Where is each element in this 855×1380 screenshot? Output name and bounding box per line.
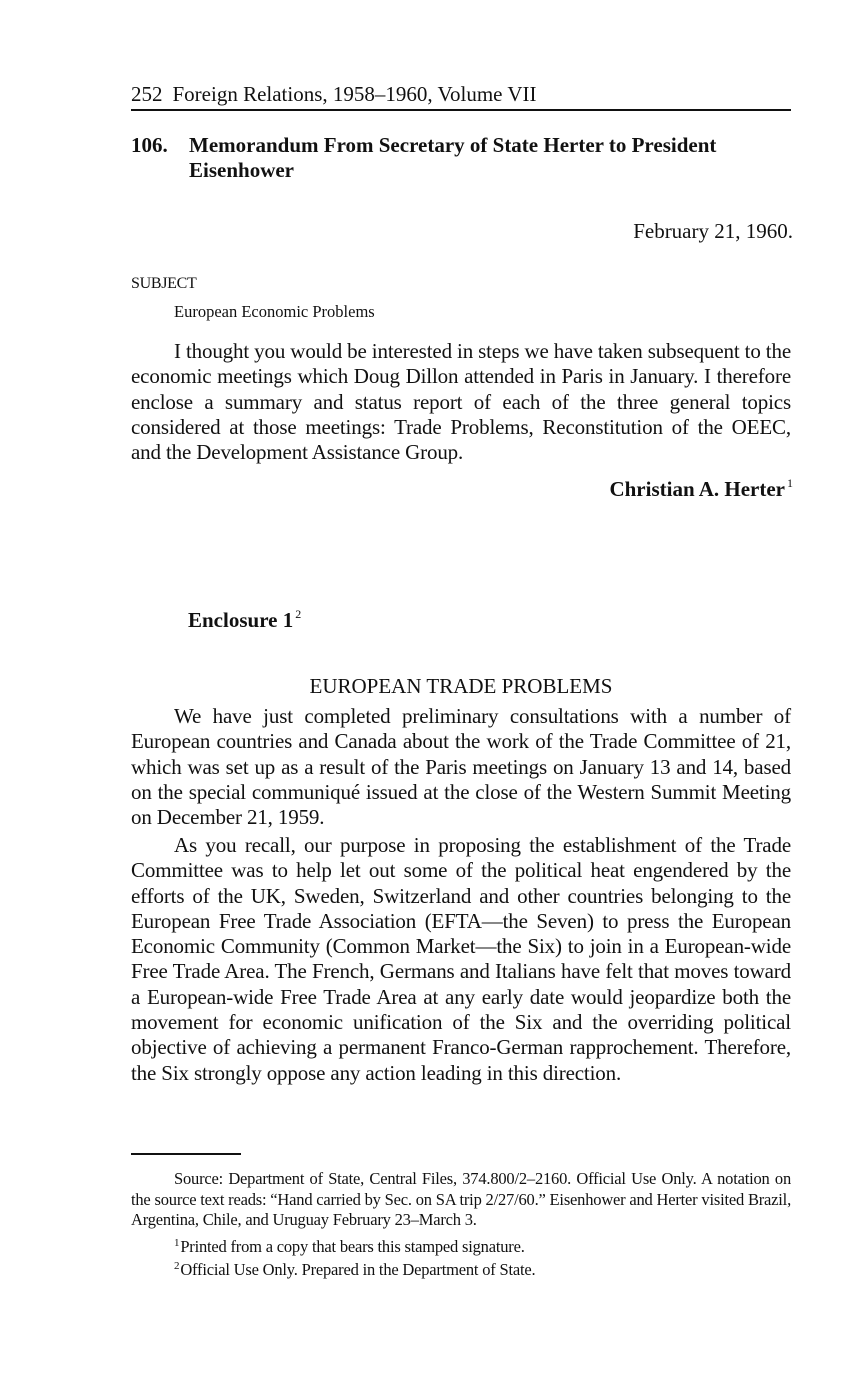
document-heading (131, 133, 791, 183)
running-head (131, 80, 791, 108)
footnote-ref-1: 1 (787, 476, 793, 490)
running-head-title: Foreign Relations, 1958–1960, Volume VII (172, 82, 537, 106)
enclosure-paragraph-2: As you recall, our purpose in proposing the establishment of the Trade Committee was to help let out some of the political heat engendered by the efforts of the UK, Sweden, Switzerland and other countries belonging to the European Free Trade Association (EFTA—the Seven) to press the European Economic Community (Common Market—the Six) to join in a European-wide Free Trade Area. The French, Germans and Italians have felt that moves toward a European-wide Free Trade Area at any early date would jeopardize both the movement for economic unification of the Six and the overriding political objective of achieving a permanent Franco-German rapprochement. Therefore, the Six strongly oppose any action leading in this direction. (131, 833, 791, 1085)
memo-paragraph: I thought you would be interested in steps we have taken subsequent to the economic meetings which Doug Dillon attended in Paris in January. I therefore enclose a summary and status report of each of the three general topics considered at those meetings: Trade Problems, Reconstitution of the OEEC, and the Development Assistance Group. (131, 339, 792, 465)
source-note: Source: Department of State, Central Files, 374.800/2–2160. Official Use Only. A notation on the source text reads: “Hand carried by Sec. on SA trip 2/27/60.” Eisenhower and Herter visited Brazil, Argentina, Chile, and Uruguay February 23–March 3. (131, 1169, 791, 1229)
footnote-1-text: Printed from a copy that bears this stamped signature. (180, 1237, 525, 1256)
page-number: 252 (131, 82, 163, 106)
enclosure-heading (188, 600, 301, 634)
footnote-2-mark: 2 (174, 1260, 180, 1272)
footnote-ref-2: 2 (295, 607, 302, 621)
footnote-2 (174, 1256, 791, 1281)
document-number: 106. (131, 133, 168, 157)
footnote-rule (131, 1153, 241, 1155)
footnote-2-text: Official Use Only. Prepared in the Department of State. (180, 1260, 536, 1279)
header-rule (131, 109, 791, 111)
document-title: Memorandum From Secretary of State Herter to President Eisenhower (189, 133, 717, 182)
enclosure-paragraph-1: We have just completed preliminary consultations with a number of European countries and Canada about the work of the Trade Committee of 21, which was set up as a result of the Paris meetings on January 13 and 14, based on the special communiqué issued at the close of the Western Summit Meeting on December 21, 1959. (131, 704, 791, 830)
subject-label: SUBJECT (131, 275, 197, 292)
signature (609, 469, 793, 503)
section-title: EUROPEAN TRADE PROBLEMS (309, 674, 613, 698)
subject-text: European Economic Problems (174, 302, 375, 321)
document-date: February 21, 1960. (633, 219, 793, 243)
signature-name: Christian A. Herter (609, 477, 785, 501)
enclosure-label: Enclosure 1 (188, 608, 294, 632)
footnote-1 (174, 1233, 791, 1258)
footnote-1-mark: 1 (174, 1237, 180, 1249)
